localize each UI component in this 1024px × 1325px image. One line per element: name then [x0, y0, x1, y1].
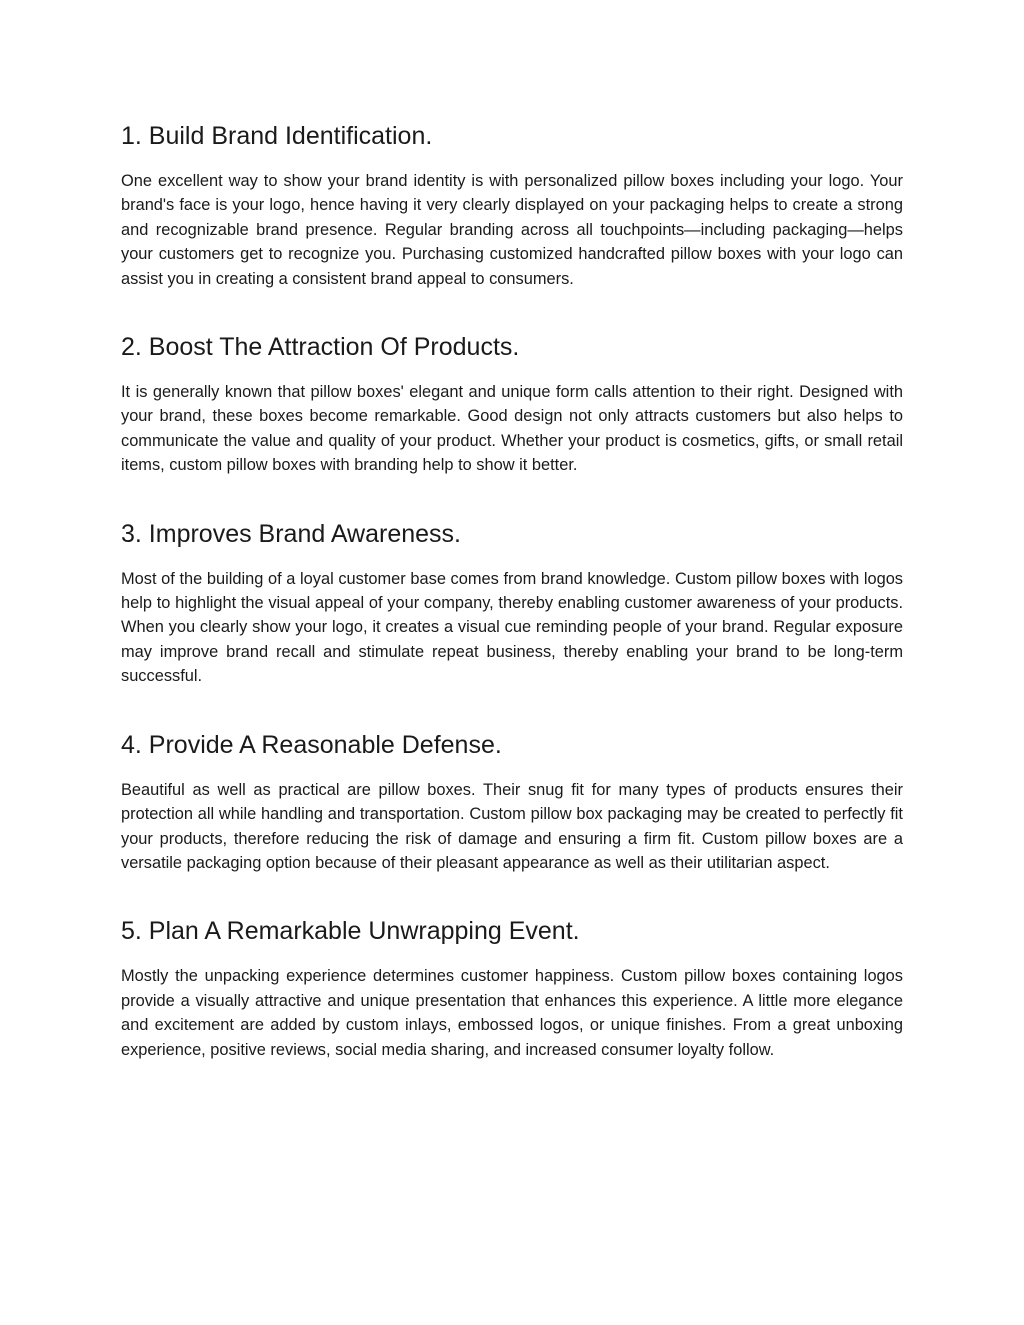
- document-page: [121, 118, 903, 1100]
- section-paragraph: It is generally known that pillow boxes' elegant and unique form calls attention to their right. Designed with your brand, these boxes become remarkable. Good design not only attracts customers but also helps to communicate the value and quality of your product. Whether your product is cosmetics, gifts, or small retail items, custom pillow boxes with branding help to show it better.: [121, 383, 903, 475]
- section-heading: 5. Plan A Remarkable Unwrapping Event.: [121, 917, 580, 946]
- section-reasonable-defense: [121, 727, 903, 876]
- section-paragraph: Most of the building of a loyal customer base comes from brand knowledge. Custom pillow boxes with logos help to highlight the visual appeal of your company, thereby enabling customer awareness of your products. When you clearly show your logo, it creates a visual cue reminding people of your brand. Regular exposure may improve brand recall and stimulate repeat business, thereby enabling your brand to be long-term successful.: [121, 569, 903, 686]
- section-heading: 2. Boost The Attraction Of Products.: [121, 333, 520, 362]
- section-brand-identification: [121, 118, 903, 291]
- section-brand-awareness: [121, 516, 903, 689]
- section-product-attraction: [121, 329, 903, 478]
- section-paragraph: Mostly the unpacking experience determines customer happiness. Custom pillow boxes containing logos provide a visually attractive and unique presentation that enhances this experience. A little more elegance and excitement are added by custom inlays, embossed logos, or unique finishes. From a great unboxing experience, positive reviews, social media sharing, and increased consumer loyalty follow.: [121, 967, 903, 1059]
- section-heading: 1. Build Brand Identification.: [121, 122, 433, 150]
- section-unwrapping-event: [121, 913, 903, 1062]
- section-paragraph: Beautiful as well as practical are pillow boxes. Their snug fit for many types of products ensures their protection all while handling and transportation. Custom pillow box packaging may be created to perfectly fit your products, therefore reducing the risk of damage and ensuring a firm fit. Custom pillow boxes are a versatile packaging option because of their pleasant appearance as well as their utilitarian aspect.: [121, 780, 903, 872]
- section-paragraph: One excellent way to show your brand identity is with personalized pillow boxes including your logo. Your brand's face is your logo, hence having it very clearly displayed on your packaging helps to create a strong and recognizable brand presence. Regular branding across all touchpoints—including packaging—helps your customers get to recognize you. Purchasing customized handcrafted pillow boxes with your logo can assist you in creating a consistent brand appeal to consumers.: [121, 172, 903, 288]
- section-heading: 4. Provide A Reasonable Defense.: [121, 730, 502, 759]
- section-heading: 3. Improves Brand Awareness.: [121, 519, 461, 548]
